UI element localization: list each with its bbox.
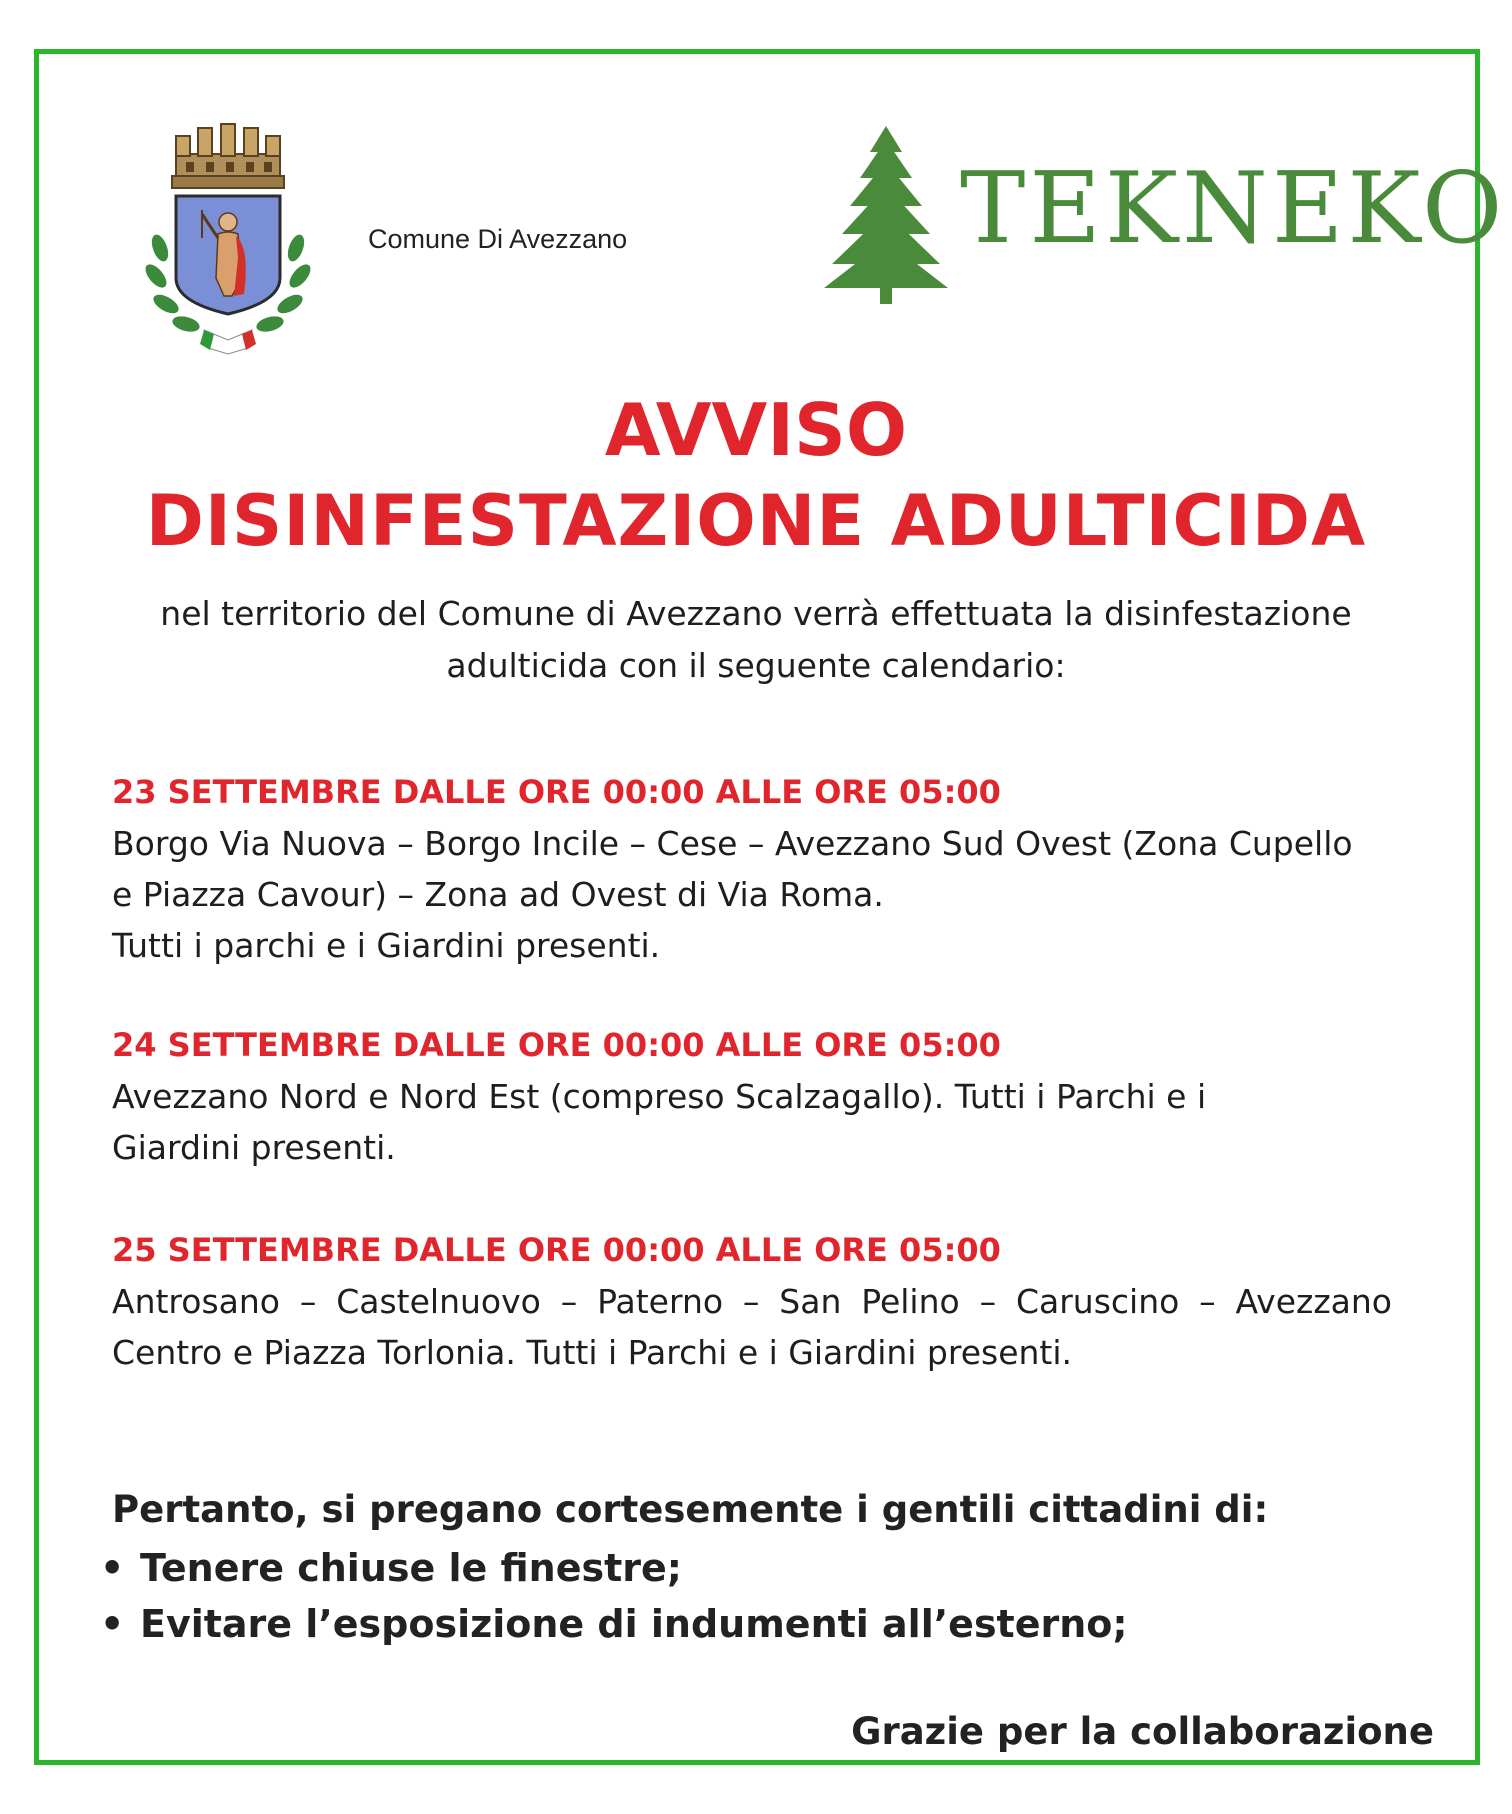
schedule-date: 24 SETTEMBRE DALLE ORE 00:00 ALLE ORE 05:00: [112, 1026, 1001, 1064]
schedule-date: 25 SETTEMBRE DALLE ORE 00:00 ALLE ORE 05:00: [112, 1231, 1001, 1269]
schedule-line: Antrosano – Castelnuovo – Paterno – San Pelino – Caruscino – Avezzano: [112, 1282, 1392, 1321]
request-intro: Pertanto, si pregano cortesemente i gentili cittadini di:: [112, 1488, 1269, 1531]
tree-logo-icon: [820, 122, 952, 306]
comune-name: Comune Di Avezzano: [368, 224, 628, 254]
intro-line: nel territorio del Comune di Avezzano verrà effettuata la disinfestazione: [160, 594, 1352, 633]
schedule-line: Avezzano Nord e Nord Est (compreso Scalzagallo). Tutti i Parchi e i: [112, 1077, 1207, 1116]
schedule-item-23: [112, 767, 1392, 971]
schedule-line: Giardini presenti.: [112, 1128, 396, 1167]
notice-intro: [0, 588, 1512, 692]
schedule-item-25: [112, 1225, 1392, 1378]
company-logo-wordmark: TEKNEKO: [960, 152, 1507, 266]
list-item: [100, 1540, 1128, 1596]
schedule-line: e Piazza Cavour) – Zona ad Ovest di Via Roma.: [112, 875, 884, 914]
request-item: Tenere chiuse le finestre;: [140, 1546, 683, 1590]
notice-title: AVVISO: [604, 388, 908, 472]
request-item: Evitare l’esposizione di indumenti all’esterno;: [140, 1602, 1128, 1646]
schedule-line: Tutti i parchi e i Giardini presenti.: [112, 926, 661, 965]
intro-line: adulticida con il seguente calendario:: [446, 646, 1066, 685]
schedule-line: Centro e Piazza Torlonia. Tutti i Parchi e i Giardini presenti.: [112, 1333, 1073, 1372]
list-item: [100, 1596, 1128, 1652]
bullet-icon: •: [100, 1602, 125, 1646]
comune-crest-icon: [138, 118, 318, 362]
notice-subtitle: DISINFESTAZIONE ADULTICIDA: [145, 480, 1367, 562]
schedule-line: Borgo Via Nuova – Borgo Incile – Cese – Avezzano Sud Ovest (Zona Cupello: [112, 824, 1353, 863]
request-list: [100, 1540, 1128, 1652]
schedule-date: 23 SETTEMBRE DALLE ORE 00:00 ALLE ORE 05:00: [112, 773, 1001, 811]
bullet-icon: •: [100, 1546, 125, 1590]
closing-thanks: Grazie per la collaborazione: [851, 1710, 1434, 1753]
schedule-item-24: [112, 1020, 1392, 1173]
